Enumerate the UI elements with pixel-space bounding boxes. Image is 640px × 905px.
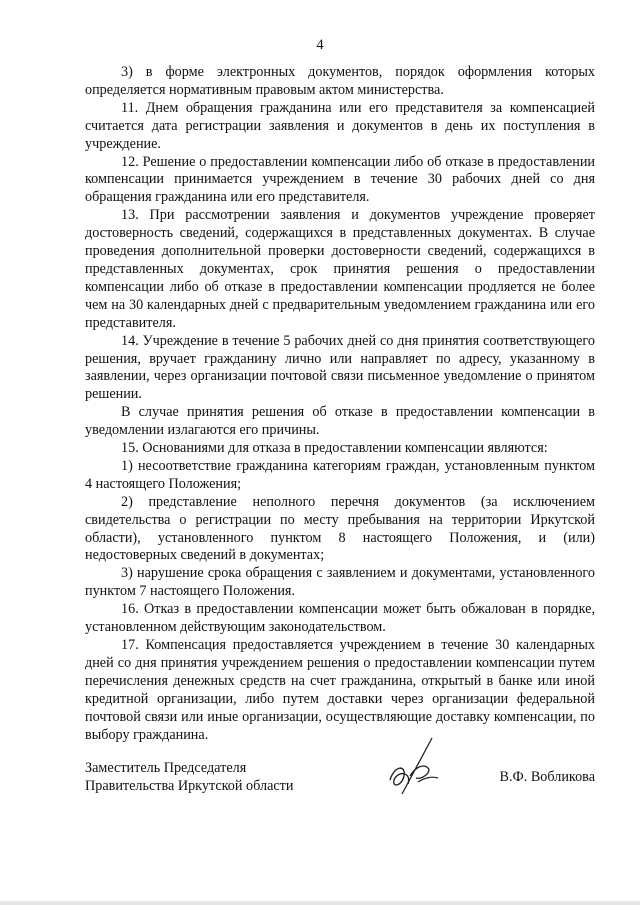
- signer-title-line-1: Заместитель Председателя: [85, 760, 247, 776]
- paragraph-13: 13. При рассмотрении заявления и документов учреждение проверяет достоверность сведений, содержащихся в представленных документах. В случае проведения дополнительной проверки достоверности сведений, содержащихся в представленных документах, срок принятия решения о предоставлении компенсации либо об отказе в предоставлении компенсации продляется не более чем на 30 календарных дней с предварительным уведомлением гражданина или его представителя.: [85, 207, 595, 331]
- paragraph-item-3: 3) в форме электронных документов, порядок оформления которых определяется нормативным правовым актом министерства.: [85, 64, 595, 98]
- paragraph-16: 16. Отказ в предоставлении компенсации может быть обжалован в порядке, установленном действующим законодательством.: [85, 601, 595, 636]
- scan-edge-divider: [0, 901, 640, 905]
- paragraph-11: 11. Днем обращения гражданина или его представителя за компенсацией считается дата регистрации заявления и документов в день их поступления в учреждение.: [85, 99, 595, 152]
- paragraph-15: 15. Основаниями для отказа в предоставлении компенсации являются:: [121, 440, 548, 457]
- document-body: [85, 64, 595, 744]
- paragraph-14-refusal: В случае принятия решения об отказе в предоставлении компенсации в уведомлении излагаются его причины.: [85, 404, 595, 439]
- paragraph-15-item-2: 2) представление неполного перечня документов (за исключением свидетельства о регистрации по месту пребывания на территории Иркутской области), установленного пунктом 8 настоящего Положения, и (или) недостоверных сведений в документах;: [85, 493, 595, 564]
- signer-name: В.Ф. Вобликова: [499, 769, 595, 785]
- signer-title-line-2: Правительства Иркутской области: [85, 777, 294, 794]
- paragraph-12: 12. Решение о предоставлении компенсации либо об отказе в предоставлении компенсации принимается учреждением в течение 30 рабочих дней со дня обращения гражданина или его представителя.: [85, 153, 595, 206]
- signer-title: [85, 760, 293, 796]
- page-number: 4: [316, 37, 324, 53]
- paragraph-17: 17. Компенсация предоставляется учреждением в течение 30 календарных дней со дня принятия учреждением решения о предоставлении компенсации путем перечисления денежных средств на счет гражданина, открытый в банке или иной кредитной организации, либо путем доставки через организации федеральной почтовой связи или иные организации, осуществляющие доставку компенсации, по выбору гражданина.: [85, 637, 595, 743]
- paragraph-15-item-1: 1) несоответствие гражданина категориям граждан, установленным пунктом 4 настоящего Положения;: [85, 457, 595, 492]
- paragraph-15-item-3: 3) нарушение срока обращения с заявлением и документами, установленного пунктом 7 настоящего Положения.: [85, 565, 595, 600]
- paragraph-14: 14. Учреждение в течение 5 рабочих дней со дня принятия соответствующего решения, вручает гражданину лично или направляет по адресу, указанному в заявлении, через организации почтовой связи письменное уведомление о принятом решении.: [85, 332, 595, 403]
- signature-block: [85, 760, 595, 800]
